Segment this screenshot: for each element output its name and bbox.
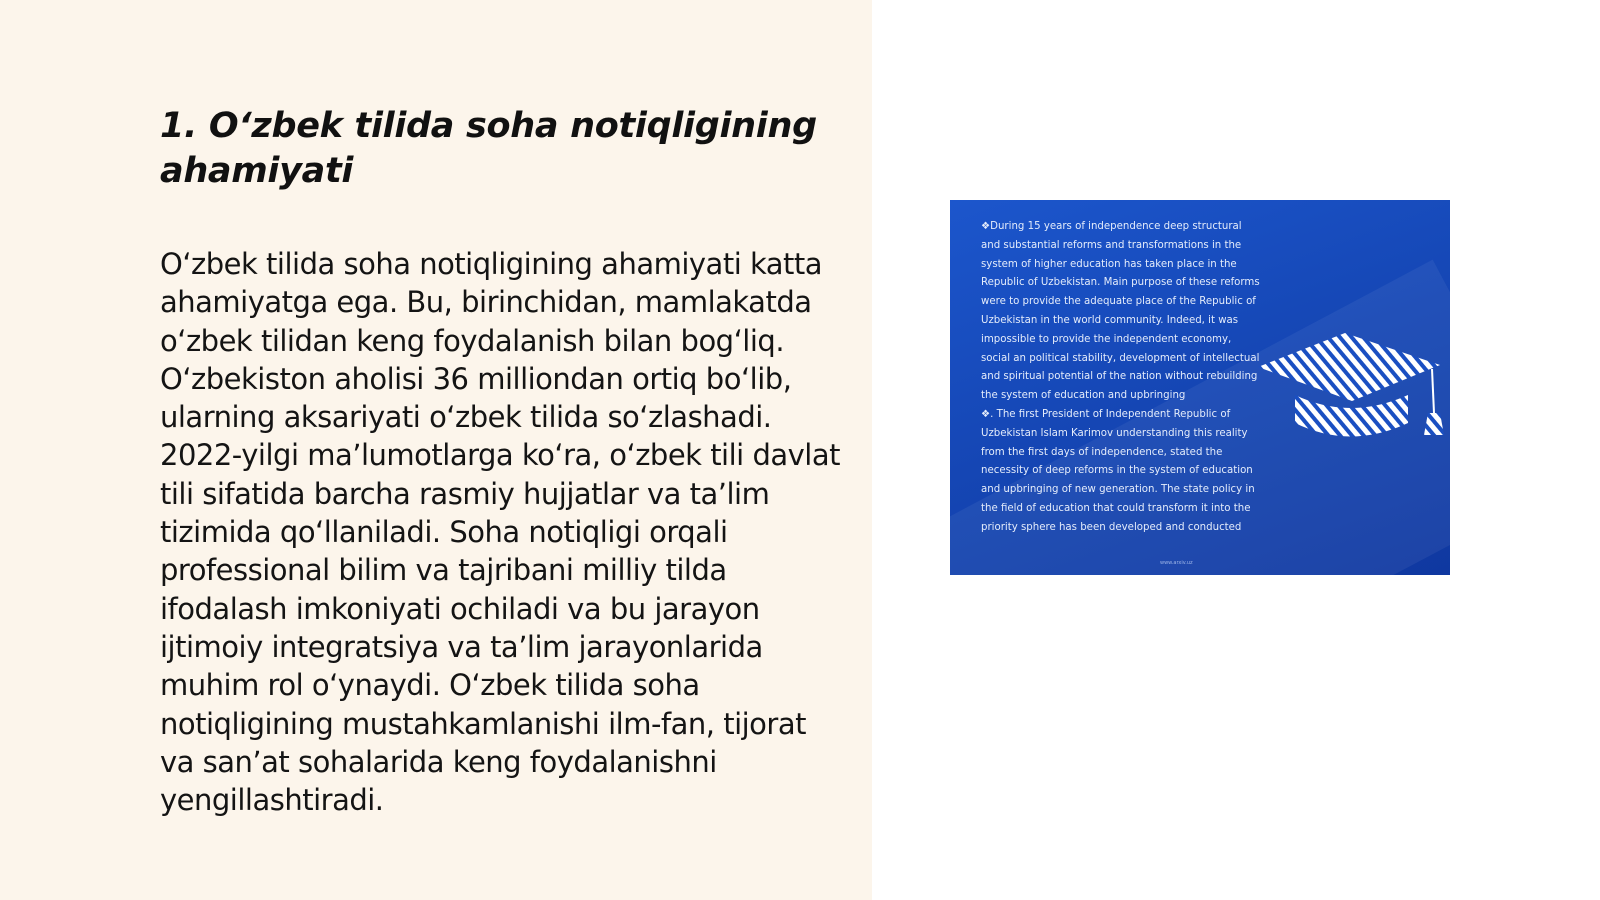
slide-title: 1. O‘zbek tilida soha notiqligining ahamiyati (160, 106, 817, 191)
picture-paragraph-2: ❖. The first President of Independent Republic of Uzbekistan Islam Karimov understanding this reality from the first days of independence, stated the necessity of deep reforms in the system of education and upbringing of new generation. The state policy in the field of education that could transform it into the priority sphere has been developed and conducted (981, 408, 1255, 533)
picture-footer: www.arxiv.uz (1160, 560, 1193, 566)
picture-paragraph-1: ❖During 15 years of independence deep structural and substantial reforms and transformations in the system of higher education has taken place in the Republic of Uzbekistan. Main purpose of these reforms were to provide the adequate place of the Republic of Uzbekistan in the world community. Indeed, it was impossible to provide the independent economy, social an political stability, development of intellectual and spiritual potential of the nation without rebuilding the system of education and upbringing (981, 221, 1260, 402)
graduation-cap-icon (1250, 325, 1450, 450)
slide-body-text: O‘zbek tilida soha notiqligining ahamiyati katta ahamiyatga ega. Bu, birinchidan, mamlakatda o‘zbek tilidan keng foydalanish bilan bog‘liq. O‘zbekiston aholisi 36 milliondan ortiq bo‘lib, ularning aksariyati o‘zbek tilida so‘zlashadi. 2022-yilgi ma’lumotlarga ko‘ra, o‘zbek tili davlat tili sifatida barcha rasmiy hujjatlar va ta’lim tizimida qo‘llaniladi. Soha notiqligi orqali professional bilim va tajribani milliy tilda ifodalash imkoniyati ochiladi va bu jarayon ijtimoiy integratsiya va ta’lim jarayonlarida muhim rol o‘ynaydi. O‘zbek tilida soha notiqligining mustahkamlanishi ilm-fan, tijorat va san’at sohalarida keng foydalanishni yengillashtiradi. (160, 247, 840, 818)
slide-picture (950, 200, 1450, 575)
picture-text-block (981, 218, 1261, 538)
